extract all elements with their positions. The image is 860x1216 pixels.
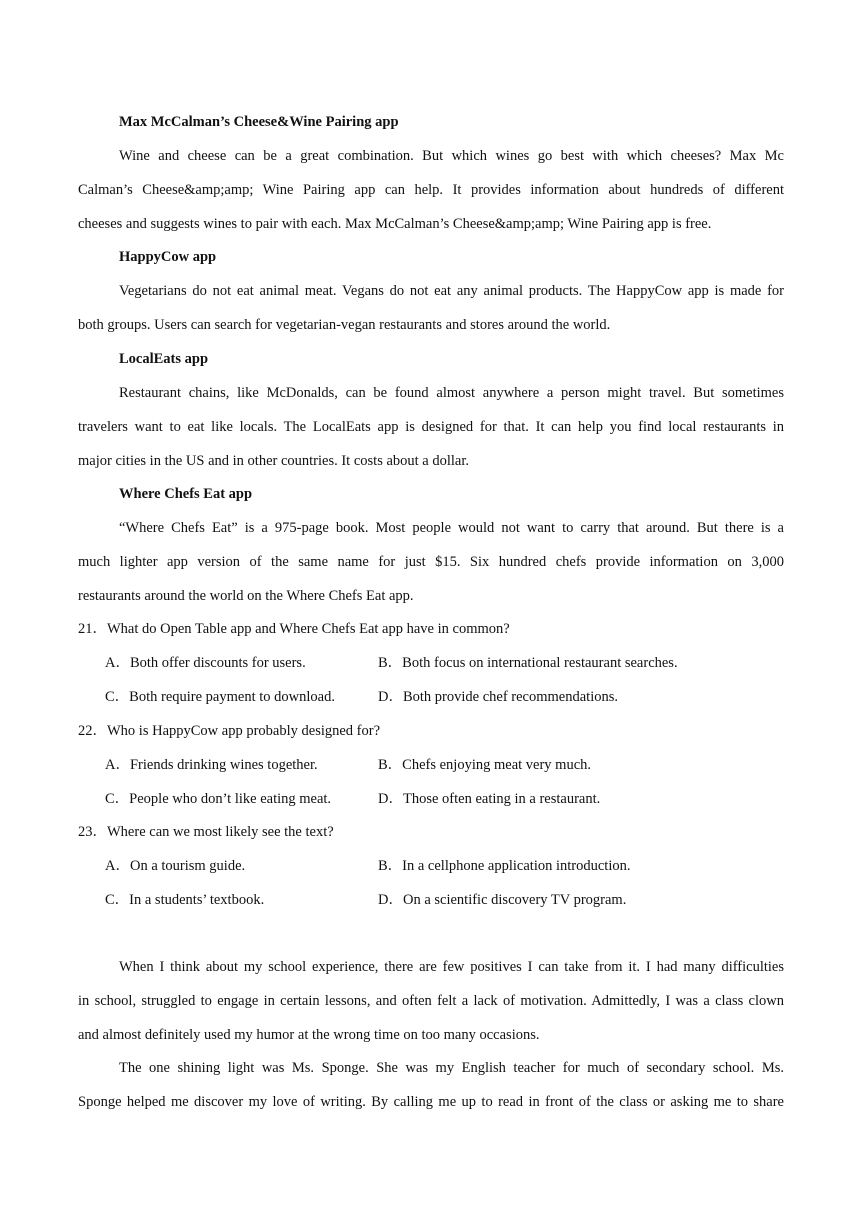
question-23-option-c: C．In a students’ textbook. [105,892,265,908]
question-22-option-b: B．Chefs enjoying meat very much. [378,757,592,773]
wherechefs-app-text-line: “Where Chefs Eat” is a 975-page book. Most people would not want to carry that around. But there is a [119,520,784,536]
happycow-app-heading: HappyCow app [119,249,217,265]
cheese-app-text-line: Calman’s Cheese&amp;amp; Wine Pairing app can help. It provides information about hundreds of different [78,182,784,198]
question-21-option-b: B．Both focus on international restaurant searches. [378,655,678,671]
question-22-option-d: D．Those often eating in a restaurant. [378,791,601,807]
passage-text-line: and almost definitely used my humor at the wrong time on too many occasions. [78,1027,540,1043]
question-21-stem: 21．What do Open Table app and Where Chefs Eat app have in common? [78,621,510,637]
localeats-app-heading: LocalEats app [119,351,209,367]
question-23-stem: 23．Where can we most likely see the text? [78,824,334,840]
localeats-app-text-line: Restaurant chains, like McDonalds, can be found almost anywhere a person might travel. But sometimes [119,385,784,401]
localeats-app-text-line: travelers want to eat like locals. The LocalEats app is designed for that. It can help you find local restaurants in [78,419,784,435]
localeats-app-text-line: major cities in the US and in other countries. It costs about a dollar. [78,453,470,469]
happycow-app-text-line: both groups. Users can search for vegetarian-vegan restaurants and stores around the world. [78,317,611,333]
passage-text-line: Sponge helped me discover my love of writing. By calling me up to read in front of the class or asking me to share [78,1094,784,1110]
question-23-option-a: A．On a tourism guide. [105,858,246,874]
wherechefs-app-text-line: restaurants around the world on the Where Chefs Eat app. [78,588,414,604]
wherechefs-app-text-line: much lighter app version of the same name for just $15. Six hundred chefs provide information on 3,000 [78,554,784,570]
question-21-option-a: A．Both offer discounts for users. [105,655,306,671]
wherechefs-app-heading: Where Chefs Eat app [119,486,253,502]
question-23-option-b: B．In a cellphone application introduction. [378,858,631,874]
question-22-stem: 22．Who is HappyCow app probably designed for? [78,723,381,739]
happycow-app-text-line: Vegetarians do not eat animal meat. Vegans do not eat any animal products. The HappyCow app is made for [119,283,784,299]
passage-text-line: in school, struggled to engage in certain lessons, and often felt a lack of motivation. Admittedly, I was a class clown [78,993,784,1009]
question-21-option-d: D．Both provide chef recommendations. [378,689,618,705]
question-22-option-c: C．People who don’t like eating meat. [105,791,332,807]
passage-text-line: When I think about my school experience, there are few positives I can take from it. I had many difficulties [119,959,784,975]
question-22-option-a: A．Friends drinking wines together. [105,757,318,773]
question-21-option-c: C．Both require payment to download. [105,689,335,705]
cheese-app-text-line: Wine and cheese can be a great combination. But which wines go best with which cheeses? Max Mc [119,148,784,164]
cheese-app-text-line: cheeses and suggests wines to pair with each. Max McCalman’s Cheese&amp;amp; Wine Pairing app is free. [78,216,712,232]
question-23-option-d: D．On a scientific discovery TV program. [378,892,627,908]
cheese-app-heading: Max McCalman’s Cheese&Wine Pairing app [119,114,399,130]
passage-text-line: The one shining light was Ms. Sponge. She was my English teacher for much of secondary school. Ms. [119,1060,784,1076]
